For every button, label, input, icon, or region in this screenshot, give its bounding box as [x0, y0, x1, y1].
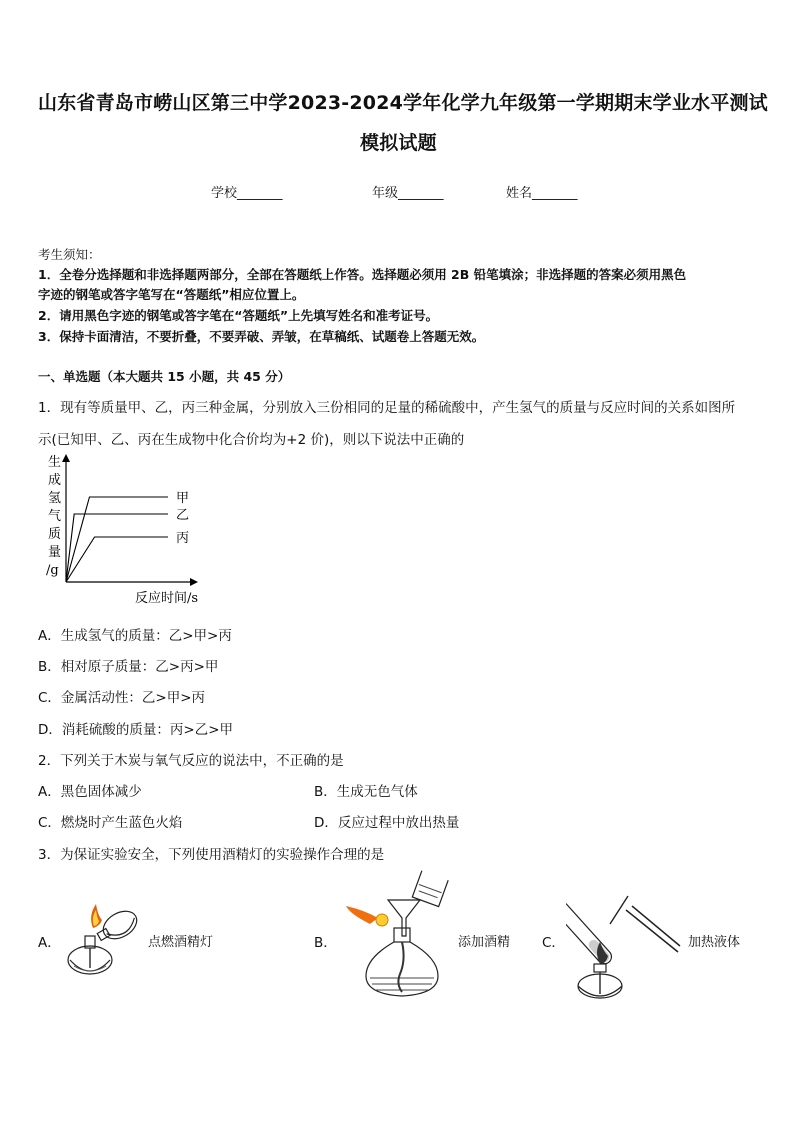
notice-line-1a: 1．全卷分选择题和非选择题两部分，全部在答题纸上作答。选择题必须用 2B 铅笔填涂；非选择题的答案必须用黑色: [38, 267, 687, 282]
q2-option-b[interactable]: B．生成无色气体: [314, 784, 418, 800]
y-axis-label-char: 成: [48, 473, 62, 488]
series-line-0: [66, 497, 168, 582]
series-label-0: 甲: [176, 491, 190, 506]
q2-option-a[interactable]: A．黑色固体减少: [38, 784, 142, 800]
q3-option-a-text: 点燃酒精灯: [148, 935, 214, 950]
y-axis-label-char: 量: [48, 545, 62, 560]
q3-option-c-letter[interactable]: C．: [542, 935, 565, 951]
q2-option-d[interactable]: D．反应过程中放出热量: [314, 815, 460, 831]
heating-liquid-illustration: [566, 876, 686, 1006]
q3-stem: 3．为保证实验安全，下列使用酒精灯的实验操作合理的是: [38, 847, 385, 863]
section-heading: 一、单选题（本大题共 15 小题，共 45 分）: [38, 369, 291, 384]
y-axis-label-char: 气: [48, 509, 62, 524]
q2-stem: 2．下列关于木炭与氧气反应的说法中，不正确的是: [38, 753, 344, 769]
q1-option-c[interactable]: C．金属活动性：乙>甲>丙: [38, 690, 206, 706]
notice-line-1b: 字迹的钢笔或答字笔写在“答题纸”相应位置上。: [38, 287, 305, 302]
notice-line-2: 2．请用黑色字迹的钢笔或答字笔在“答题纸”上先填写姓名和准考证号。: [38, 308, 439, 323]
y-axis-label-char: 生: [48, 455, 62, 470]
series-line-1: [66, 514, 168, 582]
school-field: 学校_______: [211, 186, 283, 201]
q1-stem-line1: 1．现有等质量甲、乙，丙三种金属，分别放入三份相同的足量的稀硫酸中，产生氢气的质量与反应时间的关系如图所: [38, 400, 736, 416]
q3-option-c-text: 加热液体: [688, 935, 741, 950]
q3-option-b-text: 添加酒精: [458, 935, 511, 950]
x-axis-label: 反应时间/s: [135, 591, 199, 606]
series-label-1: 乙: [176, 508, 190, 523]
page-title-line2: 模拟试题: [360, 132, 437, 154]
y-axis-label-char: 氢: [48, 491, 62, 506]
q1-stem-line2: 示(已知甲、乙、丙在生成物中化合价均为+2 价)，则以下说法中正确的: [38, 432, 465, 448]
adding-alcohol-illustration: [344, 870, 454, 1010]
notice-line-3: 3．保持卡面清洁，不要折叠，不要弄破、弄皱，在草稿纸、试题卷上答题无效。: [38, 329, 485, 344]
x-axis-arrow: [190, 578, 198, 586]
q1-chart: [38, 452, 218, 612]
q3-option-a-letter[interactable]: A．: [38, 935, 61, 951]
name-field: 姓名_______: [506, 186, 578, 201]
q3-option-b-letter[interactable]: B．: [314, 935, 337, 951]
q2-option-c[interactable]: C．燃烧时产生蓝色火焰: [38, 815, 183, 831]
y-axis-label-char: /g: [46, 563, 59, 578]
q1-option-d[interactable]: D．消耗硫酸的质量：丙>乙>甲: [38, 722, 234, 738]
y-axis-arrow: [62, 454, 70, 462]
page-title-line1: 山东省青岛市崂山区第三中学2023-2024学年化学九年级第一学期期末学业水平测试: [38, 92, 768, 114]
notice-heading: 考生须知：: [38, 247, 101, 262]
q1-option-b[interactable]: B．相对原子质量：乙>丙>甲: [38, 659, 219, 675]
series-line-2: [66, 537, 168, 582]
series-label-2: 丙: [176, 531, 190, 546]
lighting-lamp-with-lamp-illustration: [60, 890, 150, 990]
y-axis-label-char: 质: [48, 527, 62, 542]
grade-field: 年级_______: [372, 186, 444, 201]
q1-option-a[interactable]: A．生成氢气的质量：乙>甲>丙: [38, 628, 232, 644]
